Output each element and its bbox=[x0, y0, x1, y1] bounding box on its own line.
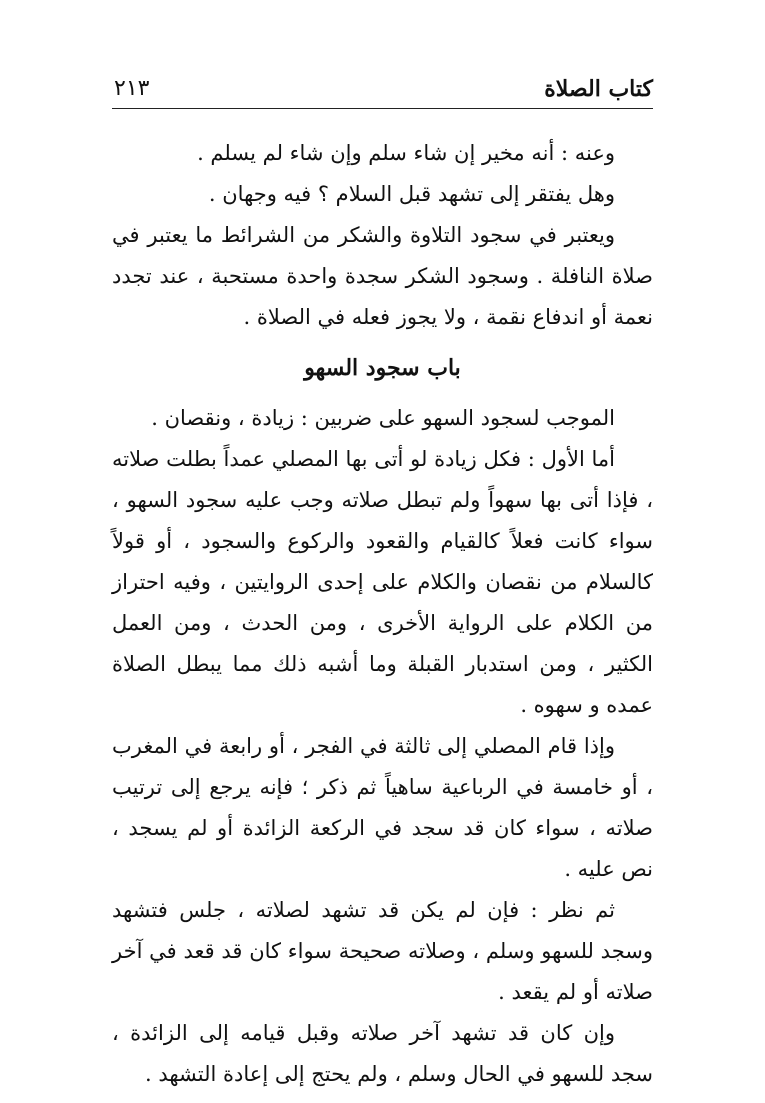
section-title: باب سجود السهو bbox=[304, 355, 461, 381]
running-header bbox=[112, 74, 653, 109]
paragraph-sahw-types: الموجب لسجود السهو على ضربين : زيادة ، ونقصان . bbox=[151, 406, 615, 430]
paragraph-first-type: أما الأول : فكل زيادة لو أتى بها المصلي عمداً بطلت صلاته ، فإذا أتى بها سهواً ولم تبطل صلاته وجب عليه سجود السهو ، سواء كانت فعلاً كالقيام والقعود والركوع والسجود ، أو قولاً كالسلام من نقصان والكلام على إحدى الروايتين ، وفيه احتراز من الكلام على الرواية الأخرى ، ومن الحدث ، ومن العمل الكثير ، ومن استدبار القبلة وما أشبه ذلك مما يبطل الصلاة عمده و سهوه . bbox=[112, 447, 653, 717]
paragraph-after-tashahhud: وإن كان قد تشهد آخر صلاته وقبل قيامه إلى الزائدة ، سجد للسهو في الحال وسلم ، ولم يحتج إلى إعادة التشهد . bbox=[112, 1021, 653, 1086]
paragraph-recitation-prostration: ويعتبر في سجود التلاوة والشكر من الشرائط ما يعتبر في صلاة النافلة . وسجود الشكر سجدة واحدة مستحبة ، عند تجدد نعمة أو اندفاع نقمة ، ولا يجوز فعله في الصلاة . bbox=[112, 223, 653, 329]
paragraph-tashahhud-question: وهل يفتقر إلى تشهد قبل السلام ؟ فيه وجهان . bbox=[208, 182, 615, 206]
page-number: ٢١٣ bbox=[114, 76, 150, 101]
header-title: كتاب الصلاة bbox=[544, 76, 653, 102]
paragraph-narration: وعنه : أنه مخير إن شاء سلم وإن شاء لم يسلم . bbox=[197, 141, 615, 165]
text-body bbox=[112, 133, 653, 1095]
paragraph-extra-rakah: وإذا قام المصلي إلى ثالثة في الفجر ، أو رابعة في المغرب ، أو خامسة في الرباعية ساهياً ثم ذكر ؛ فإنه يرجع إلى ترتيب صلاته ، سواء كان قد سجد في الركعة الزائدة أو لم يسجد ، نص عليه . bbox=[112, 734, 653, 881]
paragraph-no-tashahhud: ثم نظر : فإن لم يكن قد تشهد لصلاته ، جلس فتشهد وسجد للسهو وسلم ، وصلاته صحيحة سواء كان قد قعد في آخر صلاته أو لم يقعد . bbox=[112, 898, 653, 1004]
